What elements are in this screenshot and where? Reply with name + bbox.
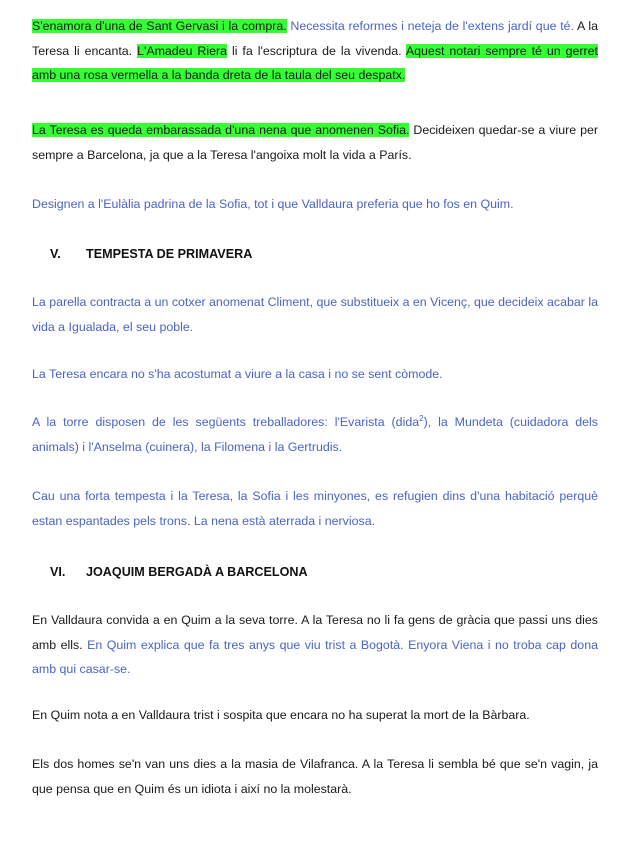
paragraph-teresa-house: La Teresa encara no s'ha acostumat a viure a la casa i no se sent còmode.: [32, 367, 443, 381]
highlight-text: Aquest notari sempre té un gerret amb una rosa vermella a la banda dreta de la taula del seu despatx.: [32, 43, 598, 82]
highlight-text: S'enamora d'una de Sant Gervasi i la compra.: [32, 19, 287, 33]
paragraph-workers: [32, 410, 598, 459]
workers-text-end: ), la Mundeta (cuidadora dels animals) i l'Anselma (cuinera), la Filomena i la Gertrudis.: [32, 415, 598, 454]
section-heading-v: [50, 244, 252, 264]
plain-text: A la Teresa li encanta.: [32, 19, 598, 58]
blue-text: En Quim explica que fa tres anys que viu trist a Bogotà. Enyora Viena i no troba cap dona amb qui casar-se.: [32, 637, 598, 676]
highlight-text: L'Amadeu Riera: [137, 43, 228, 58]
paragraph-pregnancy: [32, 118, 598, 167]
paragraph-vilafranca: Els dos homes se'n van uns dies a la masia de Vilafranca. A la Teresa li sembla bé que se'n vagin, ja que pensa que en Quim és un idiota i així no la molestarà.: [32, 757, 598, 796]
section-title: JOAQUIM BERGADÀ A BARCELONA: [86, 565, 308, 579]
paragraph-house-purchase: [32, 14, 598, 88]
section-number: VI.: [50, 565, 66, 579]
footnote-reference: 2: [419, 414, 424, 423]
workers-text-start: A la torre disposen de les següents treballadores: l'Evarista (dida: [32, 415, 420, 429]
paragraph-storm: Cau una forta tempesta i la Teresa, la Sofia i les minyones, es refugien dins d'una habitació perquè estan espantades pels trons. La nena està aterrada i nerviosa.: [32, 489, 598, 528]
paragraph-quim-visit: [32, 608, 598, 682]
plain-text: Decideixen quedar-se a viure per sempre a Barcelona, ja que a la Teresa l'angoixa molt la vida a París.: [32, 123, 598, 162]
plain-text: li fa l'escriptura de la vivenda.: [227, 43, 406, 58]
blue-text: Necessita reformes i neteja de l'extens jardí que té.: [286, 19, 574, 33]
highlight-text: La Teresa es queda embarassada d'una nena que anomenen Sofia.: [32, 123, 410, 137]
section-number: V.: [50, 247, 61, 261]
section-title: TEMPESTA DE PRIMAVERA: [86, 247, 253, 261]
paragraph-quim-suspects: En Quim nota a en Valldaura trist i sospita que encara no ha superat la mort de la Bàrbara.: [32, 708, 530, 722]
paragraph-godmother: Designen a l'Eulàlia padrina de la Sofia, tot i que Valldaura preferia que ho fos en Quim.: [32, 197, 514, 211]
section-heading-vi: [50, 562, 308, 582]
plain-text: En Valldaura convida a en Quim a la seva torre. A la Teresa no li fa gens de gràcia que passi uns dies amb ells.: [32, 613, 598, 652]
paragraph-coachman: La parella contracta a un cotxer anomenat Climent, que substitueix a en Vicenç, que decideix acabar la vida a Igualada, el seu poble.: [32, 295, 598, 334]
